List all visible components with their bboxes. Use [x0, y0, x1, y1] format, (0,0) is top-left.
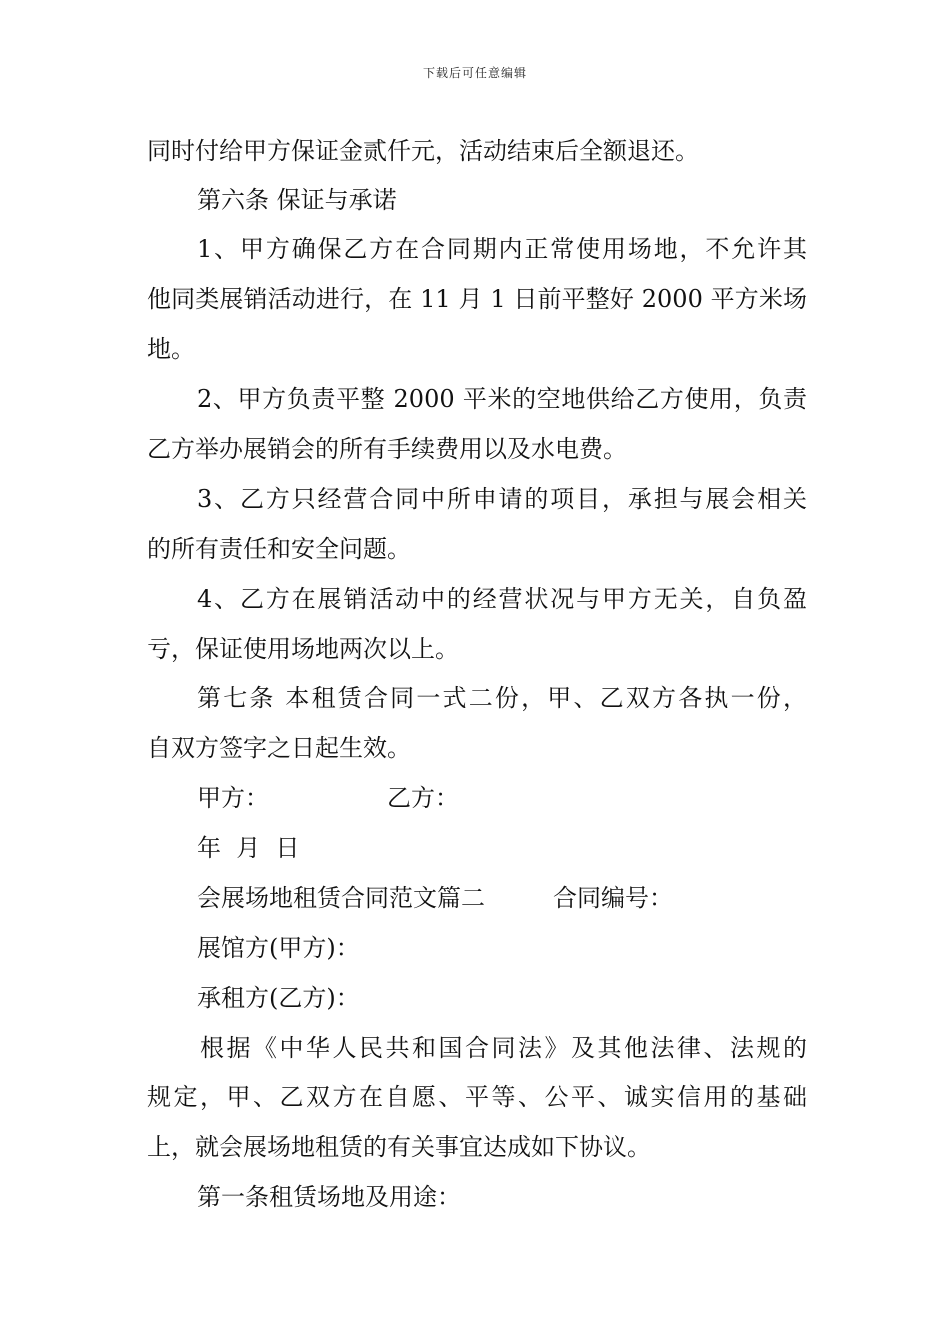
- page-header-note: 下载后可任意编辑: [422, 66, 527, 80]
- text-line: 地。: [147, 335, 195, 363]
- signature-row: [197, 783, 807, 813]
- party-b-signature-label: 乙方：: [387, 784, 459, 812]
- text-line: 他同类展销活动进行，在 11 月 1 日前平整好 2000 平方米场: [147, 285, 807, 313]
- text-line: 自双方签字之日起生效。: [147, 734, 411, 762]
- contract-number-label: 合同编号：: [553, 884, 673, 912]
- article-seven-line: 第七条 本租赁合同一式二份，甲、乙双方各执一份，: [197, 684, 807, 712]
- signature-date: 年 月 日: [197, 834, 300, 862]
- exhibitor-party-label: 展馆方(甲方)：: [197, 934, 360, 962]
- preamble-line: 根据《中华人民共和国合同法》及其他法律、法规的: [200, 1034, 807, 1062]
- text-line: 4、乙方在展销活动中的经营状况与甲方无关，自负盈: [197, 585, 807, 613]
- text-line: 3、乙方只经营合同中所申请的项目，承担与展会相关: [197, 485, 807, 513]
- second-contract-title-row: [197, 883, 807, 913]
- text-line: 的所有责任和安全问题。: [147, 535, 411, 563]
- second-contract-title: 会展场地租赁合同范文篇二: [197, 884, 485, 912]
- preamble-line: 上，就会展场地租赁的有关事宜达成如下协议。: [147, 1133, 651, 1161]
- text-line: 2、甲方负责平整 2000 平米的空地供给乙方使用，负责: [197, 385, 807, 413]
- text-line: 同时付给甲方保证金贰仟元，活动结束后全额退还。: [147, 137, 699, 165]
- party-a-signature-label: 甲方：: [197, 784, 269, 812]
- text-line: 乙方举办展销会的所有手续费用以及水电费。: [147, 435, 627, 463]
- text-line: 1、甲方确保乙方在合同期内正常使用场地，不允许其: [197, 235, 807, 263]
- article-one-heading: 第一条租赁场地及用途：: [197, 1183, 461, 1211]
- preamble-line: 规定，甲、乙双方在自愿、平等、公平、诚实信用的基础: [147, 1083, 807, 1111]
- lessee-party-label: 承租方(乙方)：: [197, 984, 360, 1012]
- article-six-heading: 第六条 保证与承诺: [197, 186, 397, 214]
- text-line: 亏，保证使用场地两次以上。: [147, 635, 459, 663]
